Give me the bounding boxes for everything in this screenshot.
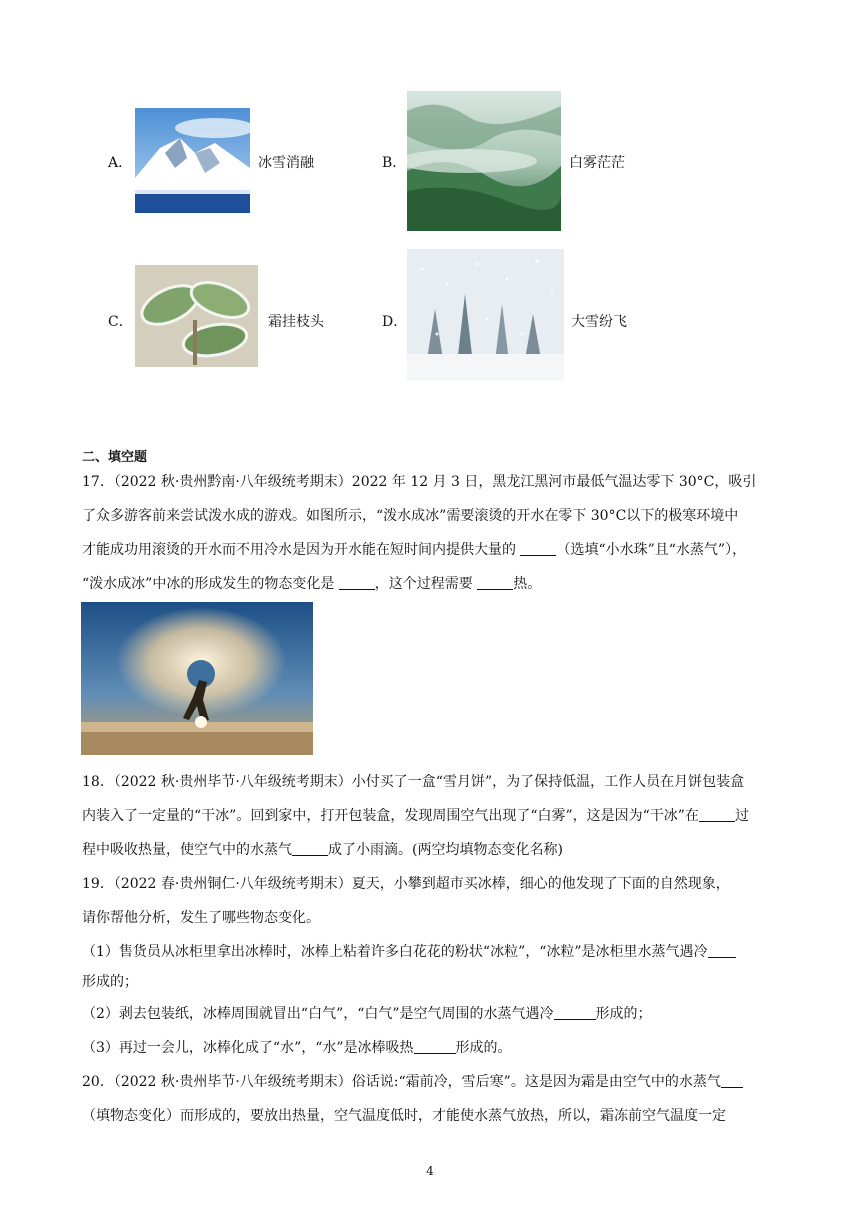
q19-line-2: 请你帮他分析，发生了哪些物态变化。 <box>82 910 320 926</box>
q17-line-2: 了众多游客前来尝试泼水成的游戏。如图所示，“泼水成冰”需要滚烫的开水在零下 30°C以下的极寒环境中 <box>82 508 739 524</box>
option-a-text: 冰雪消融 <box>258 155 314 171</box>
q19-part-3-text-b: 形成的。 <box>455 1040 512 1056</box>
answer-blank[interactable] <box>721 1073 743 1088</box>
q18-line-2-text-b: 过 <box>734 808 749 824</box>
q20-line-1-text: 20．（2022 秋·贵州毕节·八年级统考期末）俗话说:“霜前冷，雪后寒”。这是因为霜是由空气中的水蒸气 <box>82 1074 721 1090</box>
q19-part-2 <box>82 1004 652 1024</box>
q19-part-2-text-b: 形成的； <box>595 1006 652 1022</box>
q20-line-1 <box>82 1072 743 1092</box>
q17-line-4-text-c: 热。 <box>513 576 542 592</box>
q17-line-4-text-b: ，这个过程需要 <box>374 576 478 592</box>
option-b-text: 白雾茫茫 <box>569 155 625 171</box>
answer-blank[interactable] <box>477 575 513 590</box>
option-d-text: 大雪纷飞 <box>571 314 627 330</box>
q19-part-3-text-a: （3）再过一会儿，冰棒化成了“水”，“水”是冰棒吸热 <box>82 1040 414 1056</box>
q17-line-1: 17．（2022 秋·贵州黔南·八年级统考期末）2022 年 12 月 3 日，黑龙江黑河市最低气温达零下 30°C，吸引 <box>82 474 757 490</box>
q17-line-3-text-b: （选填“小水珠”且“水蒸气”）， <box>556 542 747 558</box>
q20-line-2: （填物态变化）而形成的，要放出热量，空气温度低时，才能使水蒸气放热，所以，霜冻前空气温度一定 <box>82 1108 726 1124</box>
frosted-leaves-image <box>135 265 258 367</box>
q17-line-4-text-a: “泼水成冰”中冰的形成发生的物态变化是 <box>82 576 339 592</box>
option-c-text: 霜挂枝头 <box>268 314 324 330</box>
answer-blank[interactable] <box>339 575 375 590</box>
snowy-mountain-image <box>135 108 250 213</box>
q18-line-3 <box>82 840 563 860</box>
answer-blank[interactable] <box>414 1039 456 1054</box>
option-c-letter: C． <box>108 314 133 330</box>
q18-line-1: 18．（2022 秋·贵州毕节·八年级统考期末）小付买了一盒“雪月饼”，为了保持低温，工作人员在月饼包装盒 <box>82 774 745 790</box>
option-b-letter: B． <box>382 155 407 171</box>
page-number: 4 <box>426 1164 434 1178</box>
splash-water-ice-image <box>81 602 313 755</box>
option-a-letter: A． <box>108 155 133 171</box>
q19-part-2-text-a: （2）剥去包装纸，冰棒周围就冒出“白气”，“白气”是空气周围的水蒸气遇冷 <box>82 1006 554 1022</box>
q19-line-1: 19．（2022 春·贵州铜仁·八年级统考期末）夏天，小攀到超市买冰棒，细心的他发现了下面的自然现象， <box>82 876 730 892</box>
misty-forest-image <box>407 91 561 231</box>
answer-blank[interactable] <box>708 943 736 958</box>
q19-part-1-line-2: 形成的； <box>82 974 138 990</box>
q17-line-3-text-a: 才能成功用滚烫的开水而不用冷水是因为开水能在短时间内提供大量的 <box>82 542 521 558</box>
q18-line-2-text-a: 内装入了一定量的“干冰”。回到家中，打开包装盒，发现周围空气出现了“白雾”，这是因为“干冰”在 <box>82 808 699 824</box>
answer-blank[interactable] <box>554 1005 596 1020</box>
answer-blank[interactable] <box>292 841 328 856</box>
answer-blank[interactable] <box>520 541 556 556</box>
q18-line-2 <box>82 806 749 826</box>
q19-part-1-line-1 <box>82 942 736 962</box>
q19-part-3 <box>82 1038 512 1058</box>
section-title: 二、填空题 <box>82 450 148 465</box>
option-d-letter: D． <box>382 314 408 330</box>
q18-line-3-text-a: 程中吸收热量，使空气中的水蒸气 <box>82 842 292 858</box>
q19-part-1-text: （1）售货员从冰柜里拿出冰棒时，冰棒上粘着许多白花花的粉状“冰粒”，“冰粒”是冰柜里水蒸气遇冷 <box>82 944 708 960</box>
snowy-trees-image <box>407 249 564 381</box>
q17-line-3 <box>82 540 746 560</box>
q18-line-3-text-b: 成了小雨滴。(两空均填物态变化名称) <box>328 842 563 858</box>
q17-line-4 <box>82 574 541 594</box>
answer-blank[interactable] <box>699 807 735 822</box>
